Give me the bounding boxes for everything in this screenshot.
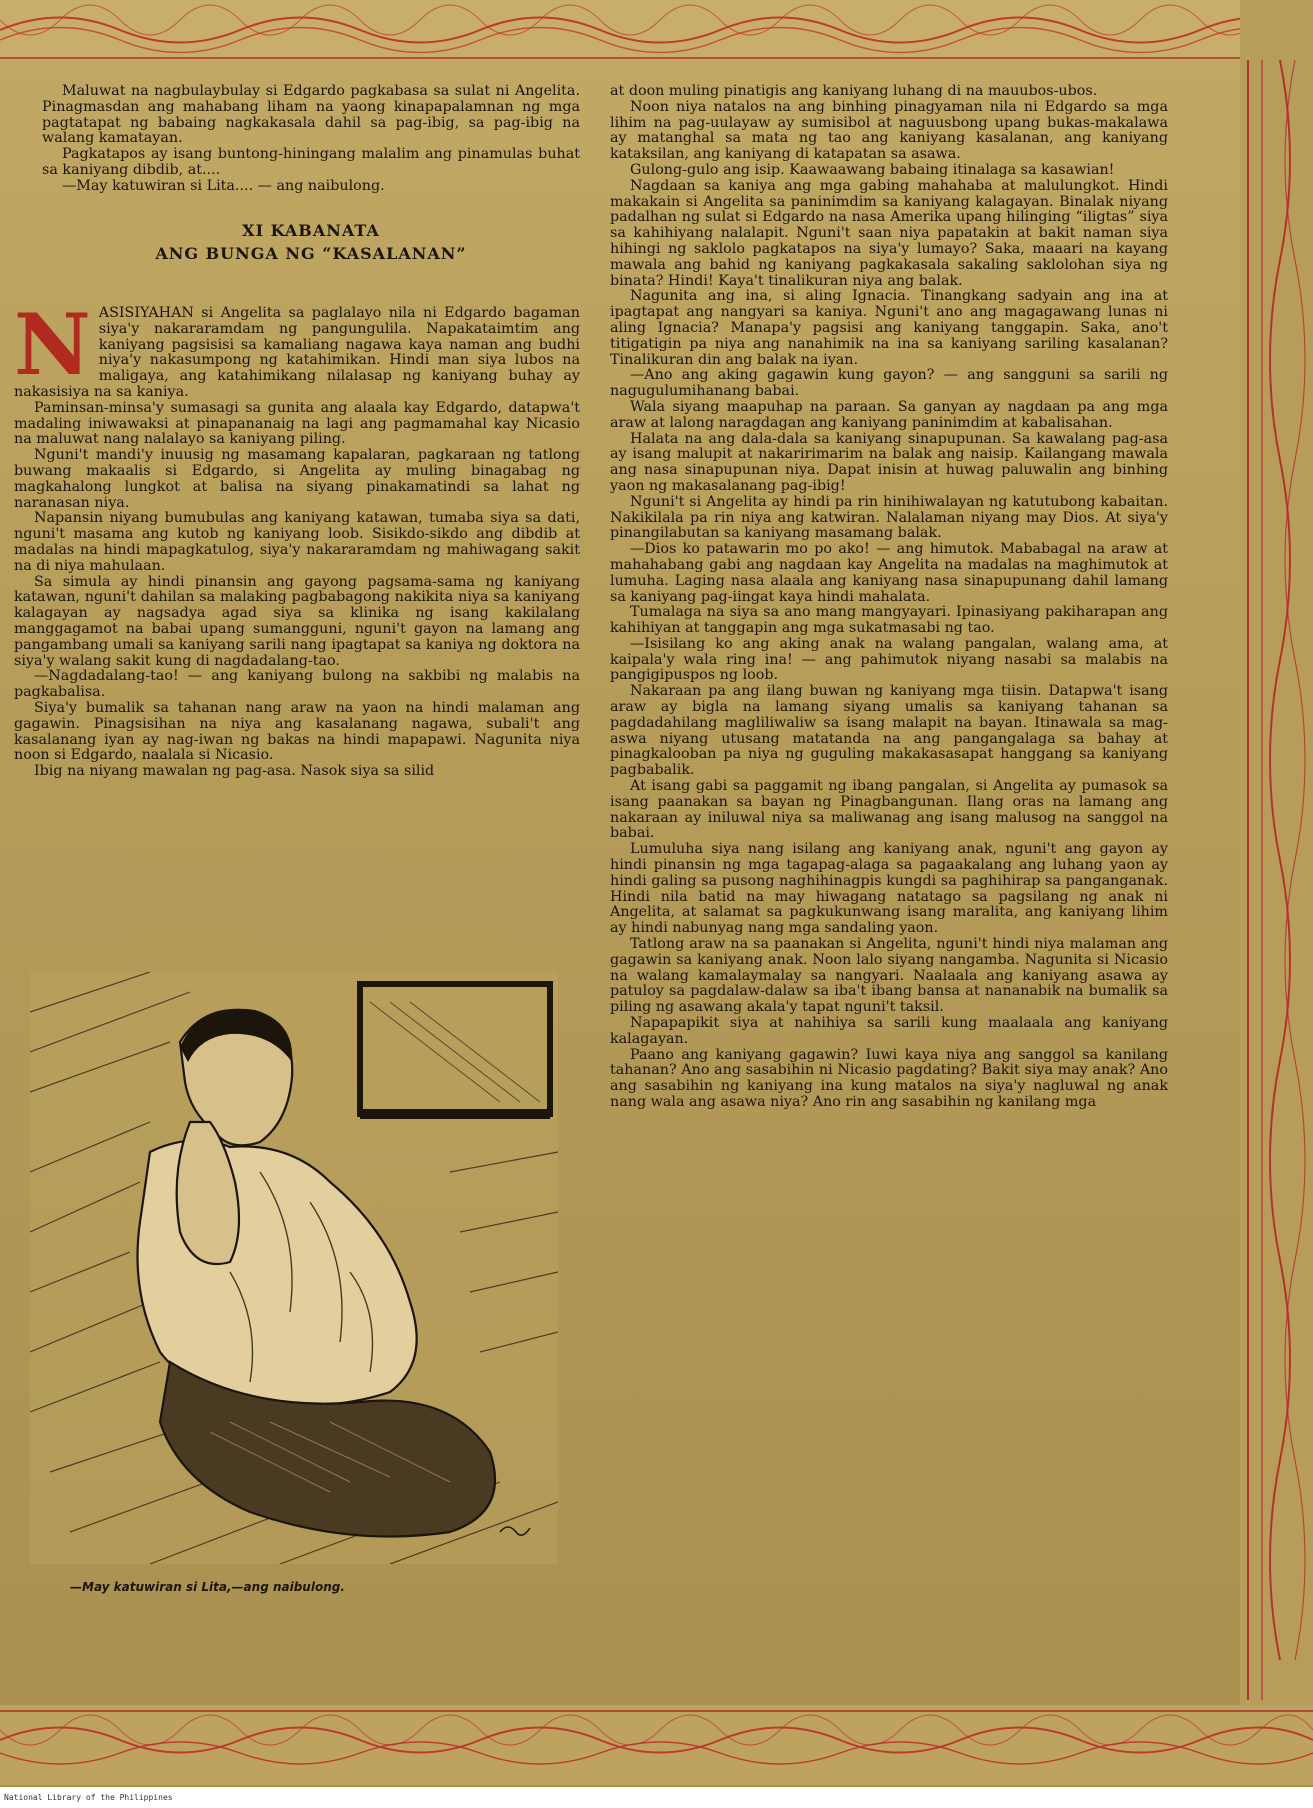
ornamental-top-border — [0, 0, 1313, 60]
footer-credit: National Library of the Philippines — [4, 1793, 173, 1802]
paragraph: Gulong-gulo ang isip. Kaawaawang babaing itinalaga sa kasawian! — [630, 161, 1115, 178]
chapter-number: XI KABANATA — [242, 220, 380, 240]
paragraph: Paano ang kaniyang gagawin? Iuwi kaya niya ang sanggol sa kanilang tahanan? Ano ang sasabihin ni Nicasio pagdating? Bakit siya may anak? Ano ang sasabihin ng kaniyang ina kung matalos na siya'y nagluwal ng anak nang wala ang asawa niya? Ano rin ang sasabihin ng kanilang mga — [610, 1046, 1168, 1110]
paragraph: —Ano ang aking gagawin kung gayon? — ang sangguni sa sarili ng nagugulumihanang babai. — [610, 367, 1168, 400]
illustration-caption: —May katuwiran si Lita,—ang naibulong. — [70, 1580, 345, 1594]
footer-strip — [0, 1787, 1313, 1808]
paragraph: Ibig na niyang mawalan ng pag-asa. Nasok siya sa silid — [34, 763, 435, 780]
paragraph: Maluwat na nagbulaybulay si Edgardo pagkabasa sa sulat ni Angelita. Pinagmasdan ang mahabang liham na yaong kinapapalamnan ng mga pagtatapat ng babaing nagkakasala dahil sa pag-ibig, sa pag-ibig na walang kamatayan. — [42, 83, 580, 147]
first-paragraph — [14, 295, 580, 401]
paragraph: Napapapikit siya at nahihiya sa sarili kung maalaala ang kaniyang kalagayan. — [610, 1015, 1168, 1047]
paragraph: At isang gabi sa paggamit ng ibang pangalan, si Angelita ay pumasok sa isang paanakan sa bayan ng Pinagbangunan. Ilang oras na lamang ang nakaraan ay iniluwal niya sa maliwanag ang isang malusog na sanggol na babai. — [610, 778, 1168, 842]
paragraph: —Dios ko patawarin mo po ako! — ang himutok. Mababagal na araw at mahahabang gabi ang nagdaan kay Angelita na madalas na maghimutok at lumuha. Laging nasa alaala ang kaniyang nasa sinapupunang dahil lamang sa kaniyang pag-iingat kaya hindi mahalata. — [610, 541, 1168, 605]
paragraph: Tumalaga na siya sa ano mang mangyayari. Ipinasiyang pakiharapan ang kahihiyan at tanggapin ang mga sukatmasabi ng tao. — [610, 604, 1168, 637]
paragraph: at doon muling pinatigis ang kaniyang luhang di na mauubos-ubos. — [610, 83, 1098, 99]
paragraph: —Nagdadalang-tao! — ang kaniyang bulong na sakbibi ng malabis na pagkabalisa. — [14, 668, 580, 701]
paragraph: Napansin niyang bumubulas ang kaniyang katawan, tumaba siya sa dati, nguni't masama ang kutob ng kaniyang loob. Sisikdo-sikdo ang dibdib at madalas na hindi mapagkatulog, siya'y nakararamdam ng mahiwagang sakit na di niya mahulaan. — [14, 510, 580, 574]
right-column — [610, 84, 1168, 1111]
paragraph: Sa simula ay hindi pinansin ang gayong pagsama-sama ng kaniyang katawan, nguni't dahilan sa malaking pagbabagong nakikita niya sa kaniyang kalagayan ay nagsadya agad siya sa klinika ng isang kakilalang manggagamot na babai upang sumangguni, nguni't gayon na lamang ang pangambang umali sa kaniyang sarili nang ipagtapat sa kaniya ng doktora na siya'y walang sakit kung di nagdadalang-tao. — [14, 573, 580, 669]
paragraph: Noon niya natalos na ang binhing pinagyaman nila ni Edgardo sa mga lihim na pag-uulayaw ay sumisibol at naguusbong upang bukas-makalawa ay matanghal sa mata ng tao ang kaniyang kasalanan, ang kaniyang kataksilan, ang kaniyang di katapatan sa asawa. — [610, 98, 1168, 163]
paragraph-text: ASISIYAHAN si Angelita sa paglalayo nila ni Edgardo bagaman siya'y nakararamdam ng pangungulila. Napakataimtim ang kaniyang pagsisisi sa kamaliang nagawa kaya naman ang budhi niya'y nakasumpong ng katahimikan. Hindi man siya lubos na maligaya, ang katahimikang nilalasap ng kaniyang buhay ay nakasisiya na sa kaniya. — [14, 305, 580, 400]
drop-cap: N — [14, 295, 91, 394]
paragraph: Nguni't si Angelita ay hindi pa rin hinihiwalayan ng katutubong kabaitan. Nakikilala pa rin niya ang katwiran. Nalalaman niyang may Dios. At siya'y pinangilabutan sa kaniyang masamang balak. — [610, 493, 1168, 542]
paragraph: Tatlong araw na sa paanakan si Angelita, nguni't hindi niya malaman ang gagawin sa kaniyang anak. Noon lalo siyang nangamba. Nagunita si Nicasio na walang kamalaymalay sa nangyari. Naalaala ang kaniyang asawa ay patuloy sa pagdalaw-dalaw sa iba't ibang bansa at nananabik na bumalik sa piling ng asawang akala'y tapat nguni't taksil. — [610, 936, 1168, 1016]
paragraph: Nguni't mandi'y inuusig ng masamang kapalaran, pagkaraan ng tatlong buwang makaalis si Edgardo, si Angelita ay muling binagabag ng magkahalong lungkot at balisa na siyang pinakamatindi sa lahat ng naranasan niya. — [14, 447, 580, 511]
paragraph: Nakaraan pa ang ilang buwan ng kaniyang mga tiisin. Datapwa't isang araw ay bigla na lamang siyang umalis sa kaniyang tahanan sa pagdadahilang magliliwaliw sa isang malapit na bayan. Itinawala sa mag-aswa niyang utusang matatanda na ang pangangalaga sa bahay at pinagkalooban pa niya ng guguling makakasasapat hanggang sa kaniyang pagbabalik. — [610, 683, 1168, 779]
left-column-top — [42, 84, 580, 272]
ornamental-bottom-border — [0, 1705, 1313, 1785]
chapter-title: ANG BUNGA NG “KASALANAN” — [155, 244, 467, 264]
paragraph: Nagunita ang ina, si aling Ignacia. Tinangkang sadyain ang ina at ipagtapat ang nangyari sa kaniya. Nguni't ano ang magagawang lunas ni aling Ignacia? Manapa'y pagsisi ang kaniyang tanggapin. Saka, ano't titigatigin pa niya ang nanahimik na ina sa kaniyang sariling kasalanan? Tinalikuran din ang balak na iyan. — [610, 288, 1168, 368]
paragraph: Halata na ang dala-dala sa kaniyang sinapupunan. Sa kawalang pag-asa ay isang malupit at nakaririmarim na balak ang naisip. Kailangang mawala ang nasa sinapupunan niya. Dapat inisin at huwag paluwalin ang binhing yaon ng makasalanang pag-ibig! — [610, 430, 1168, 494]
illustration-man-at-window — [30, 972, 558, 1564]
paragraph: Lumuluha siya nang isilang ang kaniyang anak, nguni't ang gayon ay hindi pinansin ng mga tagapag-alaga sa pagaakalang ang luhang yaon ay hindi galing sa pusong naghihinagpis kungdi sa paghihirap sa panganganak. Hindi nila batid na may hiwagang natatago sa pagsilang ng anak ni Angelita, at salamat sa pagkukunwang isang maralita, ang kaniyang lihim ay hindi nabunyag nang mga sandaling yaon. — [610, 841, 1168, 937]
left-column-body — [14, 295, 580, 780]
paragraph: —May katuwiran si Lita.... — ang naibulong. — [62, 177, 385, 194]
paragraph: Paminsan-minsa'y sumasagi sa gunita ang alaala kay Edgardo, datapwa't madaling iniwawaksi at pinapananaig na lagi ang pagmamahal kay Nicasio na maluwat nang nalalayo sa kaniyang piling. — [14, 399, 580, 448]
paragraph: —Isisilang ko ang aking anak na walang pangalan, walang ama, at kaipala'y wala ring ina! — ang pahimutok niyang nasabi sa malabis na pangigipuspos ng loob. — [610, 635, 1168, 684]
paragraph: Nagdaan sa kaniya ang mga gabing mahahaba at malulungkot. Hindi makakain si Angelita sa paninimdim sa kaniyang kalagayan. Binalak niyang padalhan ng sulat si Edgardo na nasa Amerika upang hilinging “iligtas” siya sa kahihiyang nalalapit. Nguni't saan niya papatakin at bakit naman siya hihingi ng saklolo pagkatapos na siya'y lumayo? Saka, maaari na kayang mawala ang bahid ng kaniyang pagkakasala sakaling saklolohan siya ng binata? Hindi! Kaya't tinalikuran niya ang balak. — [610, 177, 1168, 289]
paragraph: Siya'y bumalik sa tahanan nang araw na yaon na hindi malaman ang gagawin. Pinagsisihan na niya ang kasalanang nagawa, subali't ang kasalanang iyan ay nag-iwan ng bakas na hindi mapapawi. Nagunita niya noon si Edgardo, naalala si Nicasio. — [14, 699, 580, 764]
paragraph: Wala siyang maapuhap na paraan. Sa ganyan ay nagdaan pa ang mga araw at lalong naragdagan ang kaniyang paninimdim at kabalisahan. — [610, 398, 1168, 431]
ornamental-right-border — [1240, 0, 1313, 1785]
paragraph: Pagkatapos ay isang buntong-hiningang malalim ang pinamulas buhat sa kaniyang dibdib, at.... — [42, 146, 580, 178]
